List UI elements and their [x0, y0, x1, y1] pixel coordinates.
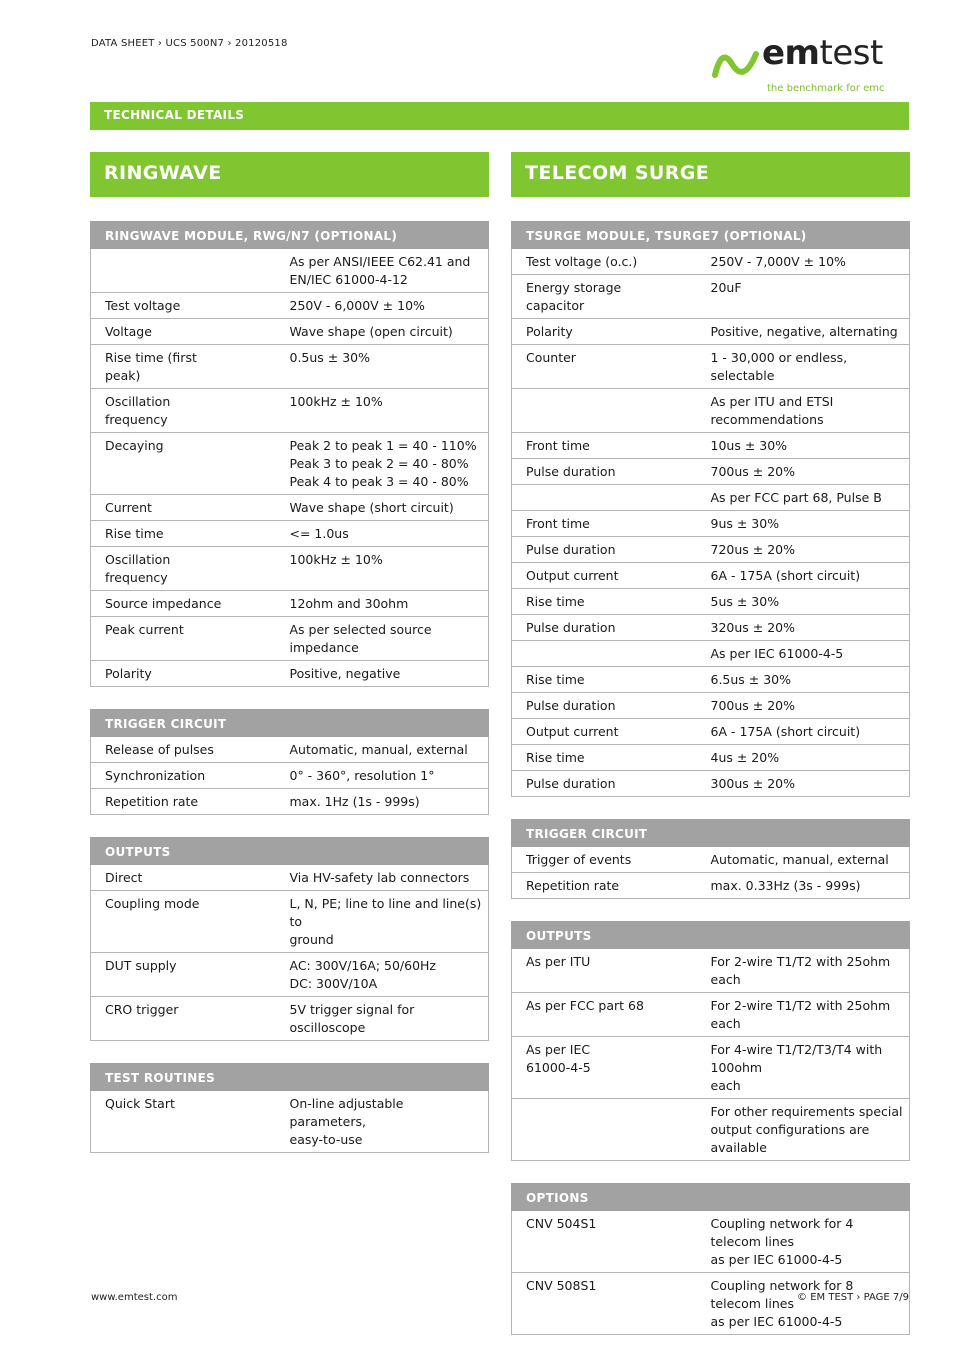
spec-value-text: 6A - 175A (short circuit)	[710, 724, 861, 739]
spec-label-text: Voltage	[105, 324, 152, 339]
spec-value	[290, 495, 489, 521]
spec-value-text: 9us ± 30%	[710, 516, 780, 531]
spec-label	[512, 459, 711, 485]
spec-label-text: CNV 508S1	[526, 1278, 597, 1293]
table-row	[91, 591, 489, 617]
spec-value-text: Positive, negative, alternating	[710, 324, 898, 339]
left-column	[90, 152, 489, 1175]
spec-table	[511, 221, 910, 797]
spec-table	[90, 709, 489, 815]
spec-label-text: Decaying	[105, 438, 164, 453]
spec-label	[91, 319, 290, 345]
spec-label-text: Output current	[526, 568, 619, 583]
table-row	[91, 547, 489, 591]
spec-value-text: 6.5us ± 30%	[710, 672, 792, 687]
spec-table	[90, 221, 489, 687]
spec-label	[91, 249, 290, 293]
spec-value	[290, 319, 489, 345]
table-row	[91, 865, 489, 891]
table-row	[512, 745, 910, 771]
spec-value	[290, 591, 489, 617]
spec-label	[512, 1037, 711, 1099]
table-row	[512, 563, 910, 589]
spec-label	[91, 953, 290, 997]
spec-label	[91, 891, 290, 953]
spec-label-text: Trigger of events	[526, 852, 632, 867]
table-row	[512, 433, 910, 459]
table-row	[512, 1273, 910, 1335]
table-row	[91, 345, 489, 389]
spec-label	[512, 319, 711, 345]
logo-wordmark	[762, 33, 883, 73]
spec-label-text: Test voltage (o.c.)	[526, 254, 638, 269]
spec-label-text: Energy storage capacitor	[526, 280, 622, 313]
spec-value-text: 0° - 360°, resolution 1°	[289, 768, 435, 783]
breadcrumb: DATA SHEET › UCS 500N7 › 20120518	[91, 38, 288, 49]
spec-label	[512, 563, 711, 589]
table-row	[91, 389, 489, 433]
table-row	[512, 389, 910, 433]
spec-label-text: Repetition rate	[526, 878, 620, 893]
spec-value	[711, 485, 910, 511]
table-row	[512, 847, 910, 873]
spec-value-text: Peak 2 to peak 1 = 40 - 110% Peak 3 to peak 2 = 40 - 80% Peak 4 to peak 3 = 40 - 80%	[289, 438, 477, 489]
spec-label	[512, 589, 711, 615]
spec-value	[711, 873, 910, 899]
spec-label-text: Polarity	[105, 666, 152, 681]
spec-value	[711, 847, 910, 873]
spec-label	[512, 873, 711, 899]
spec-value	[290, 521, 489, 547]
table-row	[91, 293, 489, 319]
spec-value-text: 4us ± 20%	[710, 750, 780, 765]
table-row	[91, 1091, 489, 1153]
spec-label-text: Coupling mode	[105, 896, 200, 911]
spec-label	[512, 433, 711, 459]
spec-value	[290, 737, 489, 763]
spec-label-text: CNV 504S1	[526, 1216, 597, 1231]
spec-label	[91, 433, 290, 495]
spec-label-text: Quick Start	[105, 1096, 175, 1111]
spec-value-text: <= 1.0us	[289, 526, 349, 541]
spec-table	[511, 921, 910, 1161]
spec-value-text: 6A - 175A (short circuit)	[710, 568, 861, 583]
spec-value	[711, 667, 910, 693]
table-row	[512, 949, 910, 993]
spec-value	[711, 1273, 910, 1335]
spec-value	[711, 693, 910, 719]
spec-label-text: Rise time	[526, 672, 585, 687]
spec-label	[512, 1099, 711, 1161]
spec-table	[90, 837, 489, 1041]
spec-value-text: 700us ± 20%	[710, 464, 795, 479]
spec-label	[512, 667, 711, 693]
wave-logo-icon	[712, 50, 760, 80]
spec-value	[290, 617, 489, 661]
spec-value	[290, 345, 489, 389]
spec-value	[290, 433, 489, 495]
spec-label	[91, 293, 290, 319]
table-row	[91, 789, 489, 815]
footer-website: www.emtest.com	[91, 1292, 178, 1303]
spec-label-text: Rise time	[105, 526, 164, 541]
spec-label-text: Rise time	[526, 750, 585, 765]
spec-value-text: 20uF	[710, 280, 742, 295]
spec-label	[512, 771, 711, 797]
spec-label	[512, 693, 711, 719]
table-header: TRIGGER CIRCUIT	[512, 820, 910, 847]
logo-em: em	[762, 33, 820, 73]
spec-table	[90, 1063, 489, 1153]
spec-label	[512, 641, 711, 667]
spec-value	[711, 537, 910, 563]
spec-value-text: 10us ± 30%	[710, 438, 788, 453]
table-row	[91, 617, 489, 661]
logo-tagline: the benchmark for emc	[767, 83, 885, 94]
spec-label	[512, 615, 711, 641]
spec-value-text: 100kHz ± 10%	[289, 552, 383, 567]
spec-label	[512, 1273, 711, 1335]
spec-label	[91, 495, 290, 521]
table-row	[91, 433, 489, 495]
table-row	[512, 693, 910, 719]
spec-label	[91, 789, 290, 815]
table-row	[91, 997, 489, 1041]
spec-value-text: Wave shape (short circuit)	[289, 500, 454, 515]
spec-value-text: Automatic, manual, external	[289, 742, 468, 757]
spec-value	[711, 459, 910, 485]
spec-value	[711, 1037, 910, 1099]
table-row	[512, 771, 910, 797]
spec-value-text: As per IEC 61000-4-5	[710, 646, 844, 661]
spec-value	[711, 719, 910, 745]
spec-label-text: Polarity	[526, 324, 573, 339]
spec-label	[91, 1091, 290, 1153]
table-row	[91, 521, 489, 547]
spec-value-text: As per FCC part 68, Pulse B	[710, 490, 882, 505]
table-row	[91, 495, 489, 521]
spec-value	[711, 745, 910, 771]
spec-value-text: Via HV-safety lab connectors	[289, 870, 470, 885]
spec-value	[290, 997, 489, 1041]
spec-value-text: 250V - 7,000V ± 10%	[710, 254, 846, 269]
table-row	[512, 873, 910, 899]
table-row	[512, 275, 910, 319]
spec-label	[512, 275, 711, 319]
spec-label	[91, 521, 290, 547]
spec-label	[512, 719, 711, 745]
spec-value-text: As per ITU and ETSI recommendations	[710, 394, 834, 427]
spec-value	[290, 789, 489, 815]
table-row	[512, 1099, 910, 1161]
spec-label-text: Pulse duration	[526, 542, 616, 557]
table-row	[512, 641, 910, 667]
table-header: TEST ROUTINES	[91, 1064, 489, 1091]
table-row	[512, 719, 910, 745]
table-row	[512, 589, 910, 615]
spec-label	[91, 389, 290, 433]
spec-label-text: CRO trigger	[105, 1002, 179, 1017]
spec-value-text: Positive, negative	[289, 666, 401, 681]
spec-label-text: Release of pulses	[105, 742, 214, 757]
spec-value	[711, 345, 910, 389]
spec-label-text: DUT supply	[105, 958, 177, 973]
spec-value-text: For other requirements special output configurations are available	[710, 1104, 903, 1155]
spec-value	[290, 389, 489, 433]
spec-label	[512, 249, 711, 275]
spec-label	[512, 847, 711, 873]
table-header: OPTIONS	[512, 1184, 910, 1211]
table-header: OUTPUTS	[512, 922, 910, 949]
spec-label	[512, 1211, 711, 1273]
spec-label	[512, 389, 711, 433]
spec-value	[711, 1099, 910, 1161]
spec-label-text: Front time	[526, 516, 590, 531]
spec-value	[711, 589, 910, 615]
spec-value-text: On-line adjustable parameters, easy-to-use	[289, 1096, 404, 1147]
spec-table	[511, 1183, 910, 1335]
section-title-telecom-surge: TELECOM SURGE	[511, 152, 910, 197]
spec-value	[711, 389, 910, 433]
spec-label-text: Pulse duration	[526, 698, 616, 713]
spec-label-text: Rise time (first peak)	[105, 350, 197, 383]
spec-value-text: 1 - 30,000 or endless, selectable	[710, 350, 848, 383]
spec-label-text: Pulse duration	[526, 464, 616, 479]
spec-value	[290, 661, 489, 687]
spec-value	[711, 771, 910, 797]
right-tables	[511, 221, 910, 1335]
spec-value-text: 0.5us ± 30%	[289, 350, 371, 365]
table-row	[512, 459, 910, 485]
spec-label	[512, 511, 711, 537]
table-row	[512, 667, 910, 693]
spec-value-text: max. 0.33Hz (3s - 999s)	[710, 878, 861, 893]
right-column	[511, 152, 910, 1350]
spec-value-text: max. 1Hz (1s - 999s)	[289, 794, 420, 809]
spec-value-text: Automatic, manual, external	[710, 852, 889, 867]
table-row	[91, 953, 489, 997]
spec-label	[91, 737, 290, 763]
spec-label	[91, 345, 290, 389]
table-row	[512, 249, 910, 275]
section-title-ringwave: RINGWAVE	[90, 152, 489, 197]
table-row	[91, 737, 489, 763]
spec-label-text: Pulse duration	[526, 776, 616, 791]
section-bar: TECHNICAL DETAILS	[90, 102, 909, 130]
spec-label-text: Oscillation frequency	[105, 394, 171, 427]
spec-value	[711, 949, 910, 993]
spec-value	[290, 547, 489, 591]
spec-value	[711, 511, 910, 537]
table-row	[91, 891, 489, 953]
table-row	[512, 485, 910, 511]
spec-value-text: For 4-wire T1/T2/T3/T4 with 100ohm each	[710, 1042, 883, 1093]
footer-page-number: © EM TEST › PAGE 7/9	[797, 1292, 909, 1303]
table-header: TRIGGER CIRCUIT	[91, 710, 489, 737]
spec-label-text: As per ITU	[526, 954, 591, 969]
table-row	[512, 615, 910, 641]
spec-value-text: As per ANSI/IEEE C62.41 and EN/IEC 61000-4-12	[289, 254, 471, 287]
spec-table	[511, 819, 910, 899]
table-row	[512, 1211, 910, 1273]
spec-value	[290, 891, 489, 953]
spec-label-text: Source impedance	[105, 596, 222, 611]
spec-label	[91, 865, 290, 891]
spec-value	[711, 563, 910, 589]
spec-label-text: Repetition rate	[105, 794, 199, 809]
emtest-logo	[712, 33, 912, 100]
table-row	[91, 249, 489, 293]
spec-value	[711, 1211, 910, 1273]
spec-label	[91, 547, 290, 591]
spec-value	[290, 865, 489, 891]
spec-value	[290, 1091, 489, 1153]
spec-value-text: 300us ± 20%	[710, 776, 795, 791]
spec-label	[512, 949, 711, 993]
left-tables	[90, 221, 489, 1153]
spec-value	[711, 615, 910, 641]
spec-label	[91, 617, 290, 661]
spec-value	[711, 319, 910, 345]
spec-value	[711, 641, 910, 667]
spec-value-text: Coupling network for 4 telecom lines as per IEC 61000-4-5	[710, 1216, 854, 1267]
spec-label-text: Oscillation frequency	[105, 552, 171, 585]
table-header: TSURGE MODULE, TSURGE7 (OPTIONAL)	[512, 222, 910, 249]
spec-value-text: For 2-wire T1/T2 with 25ohm each	[710, 998, 891, 1031]
table-header: RINGWAVE MODULE, RWG/N7 (OPTIONAL)	[91, 222, 489, 249]
spec-label-text: Output current	[526, 724, 619, 739]
spec-value	[290, 763, 489, 789]
spec-label-text: Counter	[526, 350, 576, 365]
spec-label	[91, 591, 290, 617]
table-row	[512, 1037, 910, 1099]
spec-value-text: 5us ± 30%	[710, 594, 780, 609]
spec-label-text: Direct	[105, 870, 143, 885]
spec-value-text: 12ohm and 30ohm	[289, 596, 409, 611]
spec-value	[711, 249, 910, 275]
spec-value-text: Coupling network for 8 telecom lines as per IEC 61000-4-5	[710, 1278, 854, 1329]
spec-label-text: Pulse duration	[526, 620, 616, 635]
table-row	[512, 345, 910, 389]
table-row	[91, 763, 489, 789]
spec-label-text: Front time	[526, 438, 590, 453]
spec-label-text: Test voltage	[105, 298, 181, 313]
spec-label-text: Current	[105, 500, 152, 515]
spec-value-text: For 2-wire T1/T2 with 25ohm each	[710, 954, 891, 987]
spec-label	[512, 485, 711, 511]
spec-value-text: 5V trigger signal for oscilloscope	[289, 1002, 415, 1035]
spec-value	[290, 953, 489, 997]
spec-label-text: Rise time	[526, 594, 585, 609]
spec-value-text: Wave shape (open circuit)	[289, 324, 453, 339]
spec-value-text: AC: 300V/16A; 50/60Hz DC: 300V/10A	[289, 958, 436, 991]
table-row	[512, 319, 910, 345]
table-header: OUTPUTS	[91, 838, 489, 865]
spec-label	[512, 993, 711, 1037]
spec-value-text: 100kHz ± 10%	[289, 394, 383, 409]
spec-value-text: L, N, PE; line to line and line(s) to ground	[289, 896, 482, 947]
table-row	[512, 537, 910, 563]
spec-label	[512, 745, 711, 771]
spec-value	[290, 249, 489, 293]
spec-label-text: Peak current	[105, 622, 184, 637]
logo-test: test	[819, 33, 883, 73]
spec-value-text: 720us ± 20%	[710, 542, 795, 557]
spec-value-text: 250V - 6,000V ± 10%	[289, 298, 425, 313]
spec-value-text: 700us ± 20%	[710, 698, 795, 713]
spec-label	[512, 345, 711, 389]
spec-label	[512, 537, 711, 563]
spec-value-text: As per selected source impedance	[289, 622, 432, 655]
spec-value	[290, 293, 489, 319]
spec-label-text: Synchronization	[105, 768, 206, 783]
spec-value	[711, 275, 910, 319]
spec-value-text: 320us ± 20%	[710, 620, 795, 635]
table-row	[512, 511, 910, 537]
spec-label	[91, 763, 290, 789]
table-row	[91, 661, 489, 687]
spec-label-text: As per IEC 61000-4-5	[526, 1042, 591, 1075]
spec-value	[711, 993, 910, 1037]
table-row	[512, 993, 910, 1037]
table-row	[91, 319, 489, 345]
spec-label-text: As per FCC part 68	[526, 998, 644, 1013]
spec-label	[91, 661, 290, 687]
spec-label	[91, 997, 290, 1041]
spec-value	[711, 433, 910, 459]
